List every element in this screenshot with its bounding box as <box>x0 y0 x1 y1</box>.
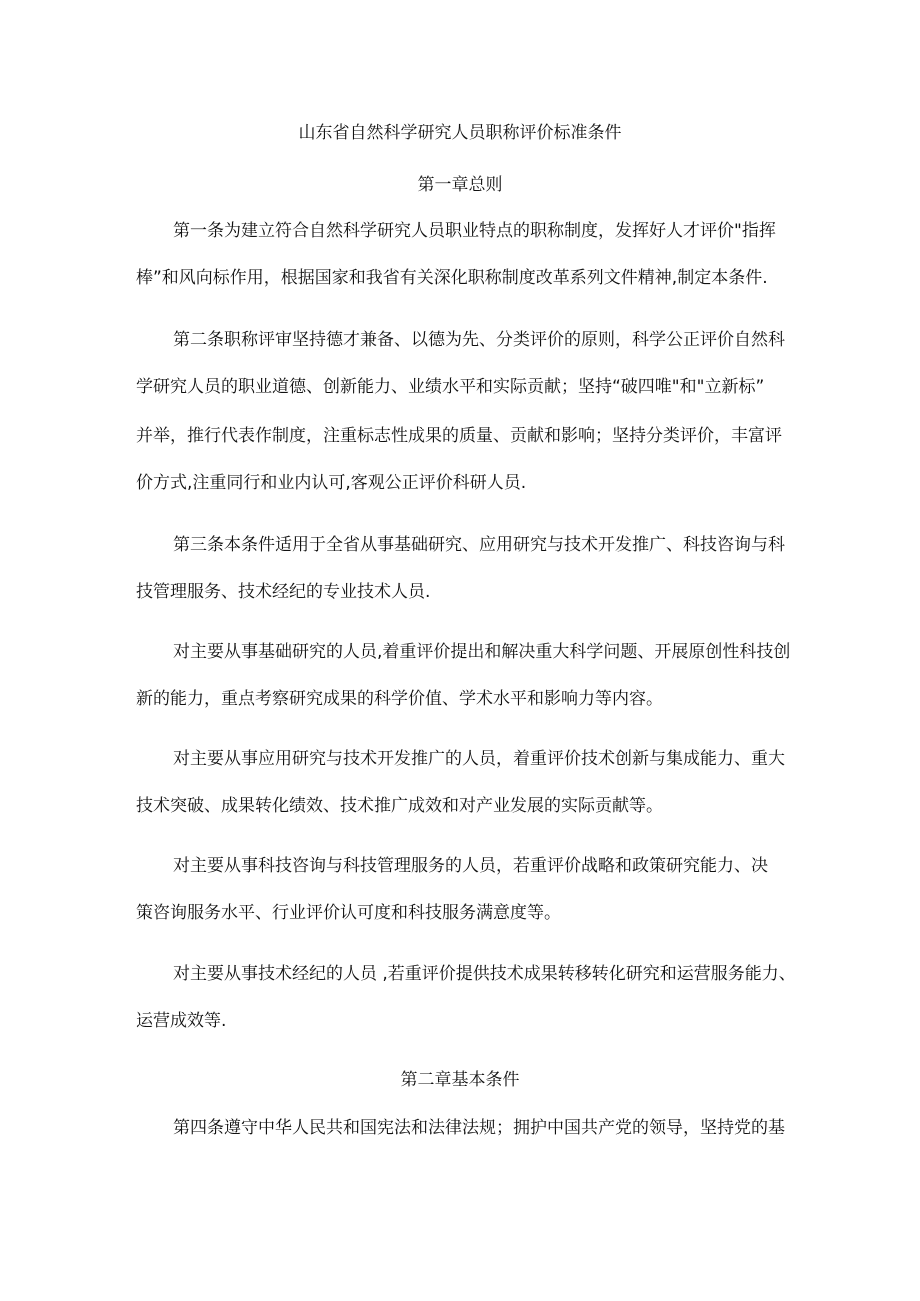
applied-research-line-2: 技术突破、成果转化绩效、技术推广成效和对产业发展的实际贡献等。 <box>136 796 663 816</box>
applied-research-line-1: 对主要从事应用研究与技术开发推广的人员，着重评价技术创新与集成能力、重大 <box>173 749 785 769</box>
article-2-line-1: 第二条职称评审坚持德才兼备、以德为先、分类评价的原则，科学公正评价自然科 <box>173 330 785 350</box>
basic-research-line-1: 对主要从事基础研究的人员,着重评价提出和解决重大科学问题、开展原创性科技创 <box>173 642 791 662</box>
consulting-line-2: 策咨询服务水平、行业评价认可度和科技服务满意度等。 <box>136 903 561 923</box>
article-3-line-2: 技管理服务、技术经纪的专业技术人员. <box>136 582 431 602</box>
consulting-line-1: 对主要从事科技咨询与科技管理服务的人员，若重评价战略和政策研究能力、决 <box>173 856 768 876</box>
chapter-1-heading: 第一章总则 <box>417 175 503 195</box>
basic-research-line-2: 新的能力，重点考察研究成果的科学价值、学术水平和影响力等内容。 <box>136 689 663 709</box>
brokerage-line-1: 对主要从事技术经纪的人员 ,若重评价提供技术成果转移转化研究和运营服务能力、 <box>173 964 796 984</box>
article-4-line-1: 第四条遵守中华人民共和国宪法和法律法规；拥护中国共产党的领导，坚持党的基 <box>173 1118 785 1138</box>
brokerage-line-2: 运营成效等. <box>136 1011 227 1031</box>
article-2-line-2: 学研究人员的职业道德、创新能力、业绩水平和实际贡献；坚持“破四唯"和"立新标” <box>136 377 765 397</box>
article-1-line-1: 第一条为建立符合自然科学研究人员职业特点的职称制度，发挥好人才评价"指挥 <box>173 221 776 241</box>
article-2-line-3: 并举，推行代表作制度，注重标志性成果的质量、贡献和影响；坚持分类评价，丰富评 <box>136 426 782 446</box>
article-2-line-4: 价方式,注重同行和业内认可,客观公正评价科研人员. <box>136 473 527 493</box>
article-1-line-2: 棒”和风向标作用，根据国家和我省有关深化职称制度改革系列文件精神,制定本条件. <box>136 268 768 288</box>
chapter-2-heading: 第二章基本条件 <box>400 1070 520 1090</box>
article-3-line-1: 第三条本条件适用于全省从事基础研究、应用研究与技术开发推广、科技咨询与科 <box>173 535 785 555</box>
document-title: 山东省自然科学研究人员职称评价标准条件 <box>298 123 622 143</box>
